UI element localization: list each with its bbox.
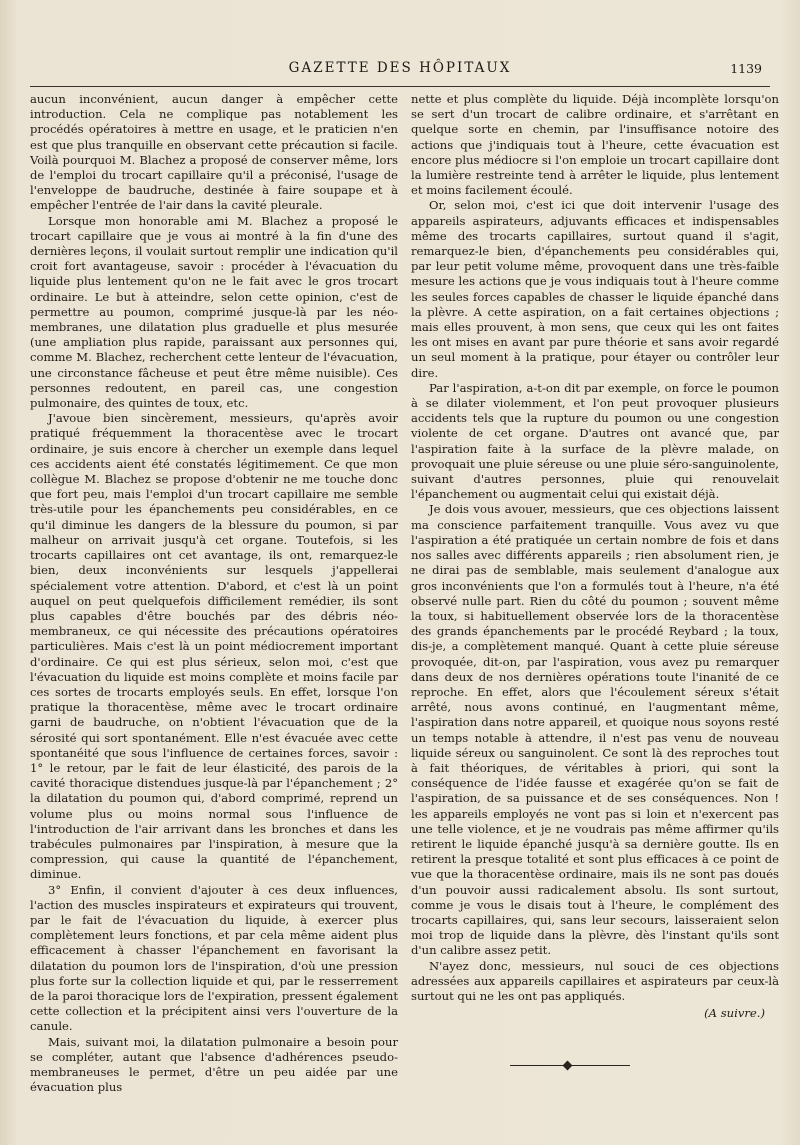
paragraph: nette et plus complète du liquide. Déjà incomplète lorsqu'on se sert d'un trocart de calibre ordinaire, et s'arrêtant en quelque sorte en chemin, par l'insuffisance notoire des actions que j'indiquais tout à l'heure, cette évacuation est encore plus médiocre si l'on emploie un trocart capillaire dont la lumière restreinte tend à arrêter le liquide, plus lentement et moins facilement écoulé. (411, 92, 779, 198)
paragraph: Je dois vous avouer, messieurs, que ces objections laissent ma conscience parfaitement tranquille. Vous avez vu que l'aspiration a été pratiquée un certain nombre de fois et dans nos salles avec différents appareils ; rien absolument rien, je ne dirai pas de semblable, mais seulement d'analogue aux gros inconvénients que l'on a formulés tout à l'heure, n'a été observé nulle part. Rien du côté du poumon ; souvent même la toux, si habituellement observée lors de la thoracentèse des grands épanchements par le procédé Reybard ; la toux, dis-je, a complètement manqué. Quant à cette pluie séreuse provoquée, dit-on, par l'aspiration, vous avez pu remarquer dans deux de nos dernières opérations toute l'inanité de ce reproche. En effet, alors que l'écoulement séreux s'était arrêté, nous avons continué, en l'augmentant même, l'aspiration dans notre appareil, et quoique nous soyons resté un temps notable à attendre, il n'est pas venu de nouveau liquide séreux ou sanguinolent. Ce sont là des reproches tout à fait théoriques, de véritables à priori, qui sont la conséquence de l'idée fausse et exagérée qu'on se fait de l'aspiration, de sa puissance et de ses conséquences. Non ! les appareils employés ne vont pas si loin et n'exercent pas une telle violence, et je ne voudrais pas même affirmer qu'ils retirent le liquide épanché jusqu'à sa dernière goutte. Ils en retirent la presque totalité et sont plus efficaces à ce point de vue que la thoracentèse ordinaire, mais ils ne sont pas doués d'un pouvoir aussi radicalement absolu. Ils sont surtout, comme je vous le disais tout à l'heure, le complément des trocarts capillaires, qui, sans leur secours, laisseraient selon moi trop de liquide dans la plèvre, dès l'instant qu'ils sont d'un calibre assez petit. (411, 502, 779, 958)
running-head (30, 58, 770, 82)
paragraph: 3° Enfin, il convient d'ajouter à ces deux influences, l'action des muscles inspirateurs et expirateurs qui trouvent, par le fait de l'évacuation du liquide, à exercer plus complètement leurs fonctions, et par cela même aident plus efficacement à chasser l'épanchement en favorisant la dilatation du poumon lors de l'inspiration, d'où une pression plus forte sur la collection liquide et qui, par le resserrement de la paroi thoracique lors de l'expiration, pressent également cette collection et la précipitent ainsi vers l'ouverture de la canule. (30, 882, 398, 1034)
paragraph: Par l'aspiration, a-t-on dit par exemple, on force le poumon à se dilater violemment, et l'on peut provoquer plusieurs accidents tels que la rupture du poumon ou une congestion violente de cet organe. D'autres ont avancé que, par l'aspiration faite à la surface de la plèvre malade, on provoquait une pluie séreuse ou une pluie séro-sanguinolente, suivant d'autres personnes, pluie qui renouvelait l'épanchement ou augmentait celui qui existait déjà. (411, 380, 779, 502)
paragraph: J'avoue bien sincèrement, messieurs, qu'après avoir pratiqué fréquemment la thoracentèse avec le trocart ordinaire, je suis encore à chercher un exemple dans lequel ces accidents aient été constatés légitimement. Ce que mon collègue M. Blachez se propose d'obtenir ne me touche donc que fort peu, mais l'emploi d'un trocart capillaire me semble très-utile pour les épanchements peu considérables, en ce qu'il diminue les dangers de la blessure du poumon, si par malheur on arrivait jusqu'à cet organe. Toutefois, si les trocarts capillaires ont cet avantage, ils ont, remarquez-le bien, deux inconvénients sur lesquels j'appellerai spécialement votre attention. D'abord, et c'est là un point auquel on peut quelquefois difficilement remédier, ils sont plus capables d'être bouchés par des débris néo-membraneux, ce qui nécessite des précautions opératoires particulières. Mais c'est là un point médiocrement important d'ordinaire. Ce qui est plus sérieux, selon moi, c'est que l'évacuation du liquide est moins complète et moins facile par ces sortes de trocarts employés seuls. En effet, lorsque l'on pratique la thoracentèse, même avec le trocart ordinaire garni de baudruche, on n'obtient l'évacuation que de la sérosité qui sort spontanément. Elle n'est évacuée avec cette spontanéité que sous l'influence de certaines forces, savoir : 1° le retour, par le fait de leur élasticité, des parois de la cavité thoracique distendues jusque-là par l'épanchement ; 2° la dilatation du poumon qui, d'abord comprimé, reprend un volume plus ou moins normal sous l'influence de l'introduction de l'air arrivant dans les bronches et dans les trabécules pulmonaires par l'inspiration, à mesure que la compression, qui cause la quantité de l'épanchement, diminue. (30, 411, 398, 882)
paragraph: N'ayez donc, messieurs, nul souci de ces objections adressées aux appareils capillaires et aspirateurs par ceux-là surtout qui ne les ont pas appliqués. (411, 958, 779, 1003)
to-be-continued: (A suivre.) (704, 1006, 765, 1021)
paragraph: Mais, suivant moi, la dilatation pulmonaire a besoin pour se compléter, autant que l'absence d'adhérences pseudo-membraneuses le permet, d'être un peu aidée par une évacuation plus (30, 1034, 398, 1095)
end-ornament-rule (510, 1061, 630, 1071)
journal-title: GAZETTE DES HÔPITAUX (288, 60, 512, 76)
paragraph: aucun inconvénient, aucun danger à empêcher cette introduction. Cela ne complique pas notablement les procédés opératoires à mettre en usage, et le praticien n'en est que plus tranquille en observant cette précaution si facile. Voilà pourquoi M. Blachez a proposé de conserver même, lors de l'emploi du trocart capillaire qu'il a préconisé, l'usage de l'enveloppe de baudruche, destinée à faire soupape et à empêcher l'entrée de l'air dans la cavité pleurale. (30, 92, 398, 213)
page-number: 1139 (730, 61, 762, 76)
paragraph: Lorsque mon honorable ami M. Blachez a proposé le trocart capillaire que je vous ai montré à la fin d'une des dernières leçons, il voulait surtout remplir une indication qu'il croit fort avantageuse, savoir : procéder à l'évacuation du liquide plus lentement qu'on ne le fait avec le gros trocart ordinaire. Le but à atteindre, selon cette opinion, c'est de permettre au poumon, comprimé jusque-là par les néo-membranes, une dilatation plus graduelle et plus mesurée (une ampliation plus rapide, paraissant aux personnes qui, comme M. Blachez, recherchent cette lenteur de l'évacuation, une circonstance fâcheuse et peut être même nuisible). Ces personnes redoutent, en pareil cas, une congestion pulmonaire, des quintes de toux, etc. (30, 213, 398, 411)
paragraph: Or, selon moi, c'est ici que doit intervenir l'usage des appareils aspirateurs, adjuvants efficaces et indispensables même des trocarts capillaires, surtout quand il s'agit, remarquez-le bien, d'épanchements peu considérables qui, par leur petit volume même, provoquent dans une très-faible mesure les actions que je vous indiquais tout à l'heure comme les seules forces capables de chasser le liquide épanché dans la plèvre. A cette aspiration, on a fait certaines objections ; mais elles prouvent, à mon sens, que ceux qui les ont faites les ont mises en avant par pure théorie et sans avoir regardé un seul moment à la pratique, pour étayer ou contrôler leur dire. (411, 198, 779, 380)
left-column (30, 92, 398, 1095)
ornament-diamond-icon (563, 1061, 573, 1071)
header-rule (30, 86, 770, 87)
right-column (411, 92, 779, 1021)
